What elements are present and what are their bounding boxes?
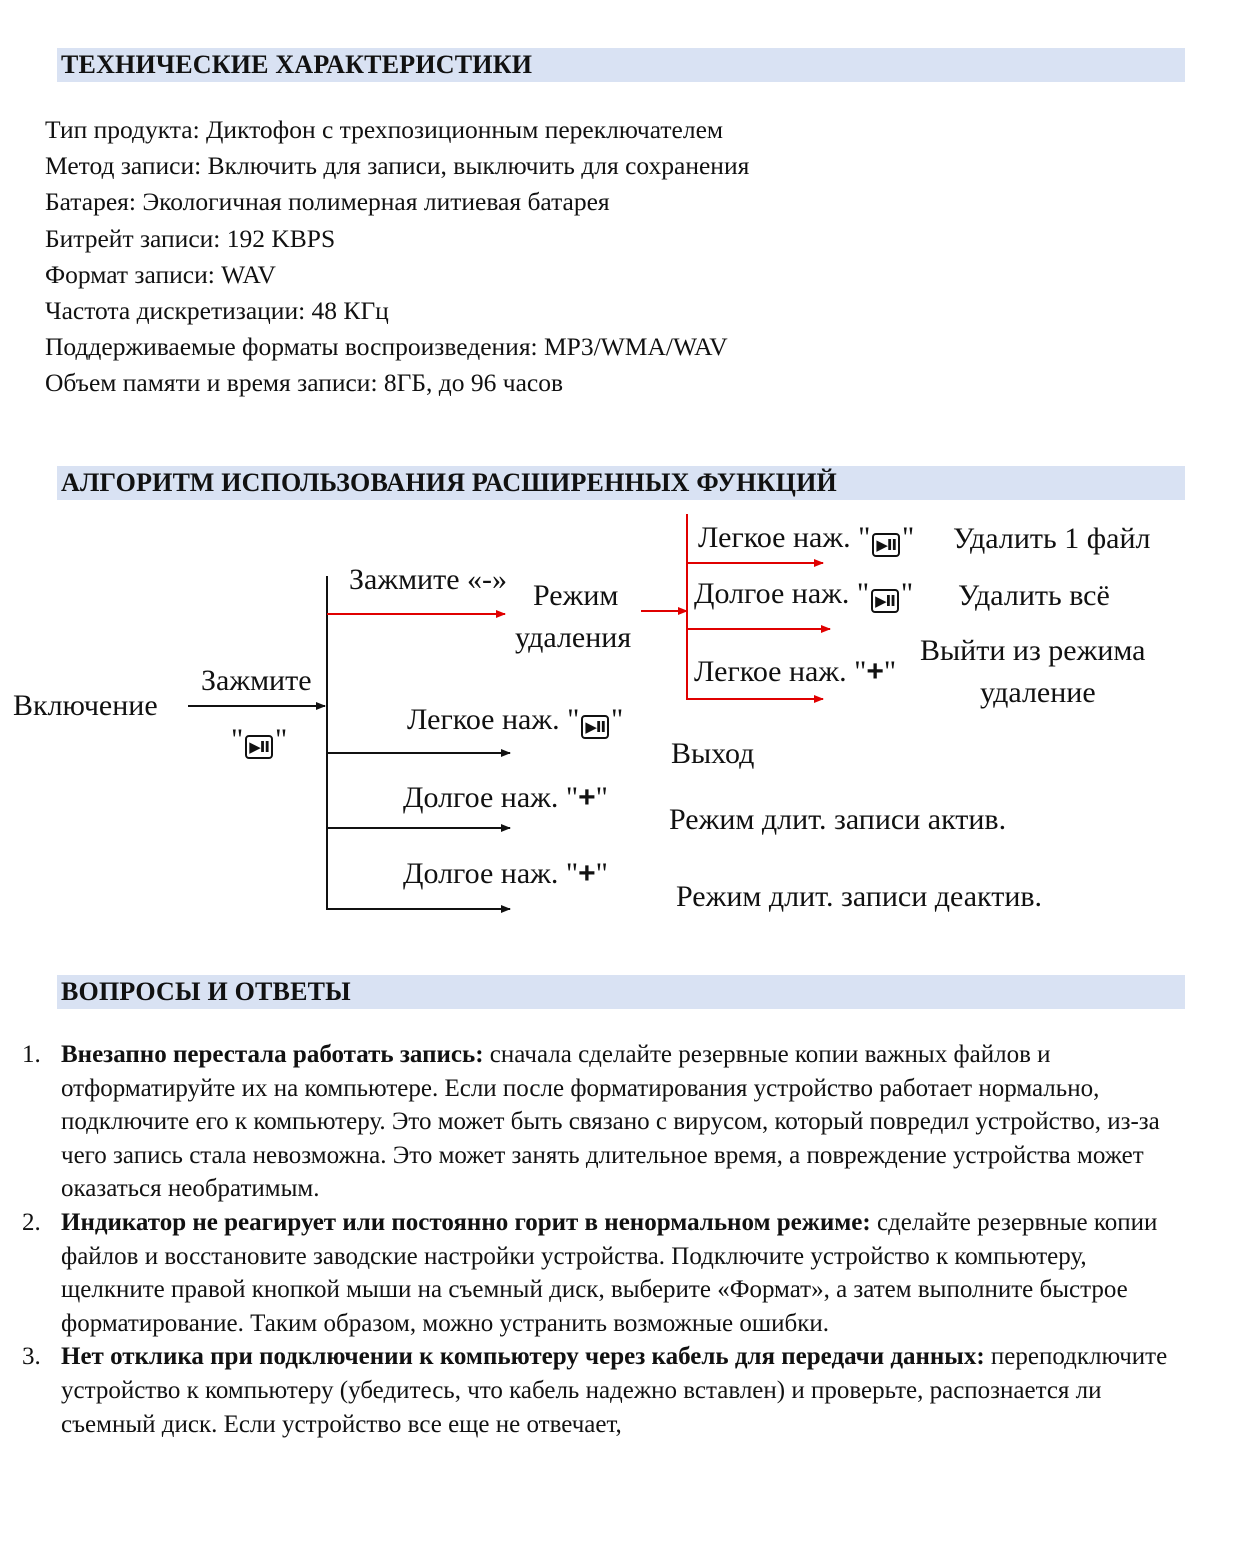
hold-label: Зажмите (201, 664, 312, 697)
faq-item (0, 1038, 1171, 1206)
specs-list (45, 112, 749, 402)
spec-line: Битрейт записи: 192 KBPS (45, 223, 336, 253)
spec-line: Объем памяти и время записи: 8ГБ, до 96 часов (45, 368, 564, 398)
faq-question: Внезапно перестала работать запись: (61, 1041, 484, 1068)
faq-answer: переподключите устройство к компьютеру (убедитесь, что кабель надежно вставлен) и проверьте, распознается ли съемный диск. Если устройство все еще не отвечает, (61, 1343, 1168, 1438)
faq-item (0, 1206, 1171, 1340)
power-on-label: Включение (13, 689, 158, 722)
long-press-plus-off-label: Долгое наж. "+" (403, 857, 608, 890)
exit-delete-label-2: удаление (980, 676, 1096, 709)
long-rec-off-label: Режим длит. записи деактив. (676, 880, 1043, 913)
faq-list (0, 1038, 1171, 1441)
short-press-plus-delete-label: Легкое наж. "+" (694, 655, 897, 688)
play-pause-icon: ▶II (245, 735, 273, 759)
short-press-pp-delete-label: Легкое наж. " ▶II " (698, 520, 914, 557)
specs-section-header: ТЕХНИЧЕСКИЕ ХАРАКТЕРИСТИКИ (57, 48, 1185, 82)
short-press-pp-label: Легкое наж. " ▶II " (407, 702, 623, 739)
long-press-plus-on-label: Долгое наж. "+" (403, 781, 608, 814)
algorithm-flow-diagram (0, 500, 1239, 930)
delete-mode-label-1: Режим (533, 579, 619, 612)
faq-question: Нет отклика при подключении к компьютеру через кабель для передачи данных: (61, 1343, 985, 1371)
algorithm-section-header: АЛГОРИТМ ИСПОЛЬЗОВАНИЯ РАСШИРЕННЫХ ФУНКЦИЙ (57, 466, 1185, 500)
faq-number: 3. (22, 1343, 41, 1371)
faq-question: Индикатор не реагирует или постоянно горит в ненормальном режиме: (61, 1208, 871, 1236)
faq-item (0, 1340, 1171, 1441)
faq-answer: сначала сделайте резервные копии важных файлов и отформатируйте их на компьютере. Если после форматирования устройство работает нормально, подключите его к компьютеру. Это может быть связано с вирусом, который повредил устройство, из-за чего запись стала невозможна. Это может занять длительное время, а повреждение устройства может оказаться необратимым. (61, 1041, 1160, 1203)
delete-one-label: Удалить 1 файл (953, 522, 1151, 555)
faq-section-header: ВОПРОСЫ И ОТВЕТЫ (57, 975, 1185, 1009)
faq-number: 2. (22, 1208, 41, 1236)
exit-delete-label-1: Выйти из режима (920, 634, 1146, 667)
spec-line: Формат записи: WAV (45, 259, 276, 289)
spec-line: Тип продукта: Диктофон с трехпозиционным переключателем (45, 115, 724, 144)
play-pause-icon: ▶II (871, 589, 899, 613)
exit-label: Выход (671, 737, 755, 770)
spec-line: Батарея: Экологичная полимерная литиевая батарея (45, 187, 610, 217)
delete-mode-label-2: удаления (515, 621, 632, 654)
hold-pp-label: " ▶II " (231, 722, 287, 759)
plus-symbol: + (578, 857, 596, 890)
spec-line: Метод записи: Включить для записи, выключить для сохранения (45, 151, 750, 181)
spec-line: Поддерживаемые форматы воспроизведения: MP3/WMA/WAV (45, 332, 728, 362)
faq-answer: сделайте резервные копии файлов и восстановите заводские настройки устройства. Подключите устройство к компьютеру, щелкните правой кнопкой мыши на съемный диск, выберите «Формат», а затем выполните быстрое форматирование. Таким образом, можно устранить возможные ошибки. (61, 1208, 1158, 1337)
plus-symbol: + (866, 655, 884, 688)
hold-minus-label: Зажмите «-» (349, 563, 508, 596)
long-rec-on-label: Режим длит. записи актив. (669, 803, 1007, 836)
delete-all-label: Удалить всё (958, 579, 1110, 612)
faq-number: 1. (22, 1041, 41, 1068)
spec-line: Частота дискретизации: 48 КГц (45, 295, 389, 325)
plus-symbol: + (578, 781, 596, 814)
play-pause-icon: ▶II (872, 533, 900, 557)
long-press-pp-delete-label: Долгое наж. " ▶II " (694, 576, 913, 613)
play-pause-icon: ▶II (581, 715, 609, 739)
